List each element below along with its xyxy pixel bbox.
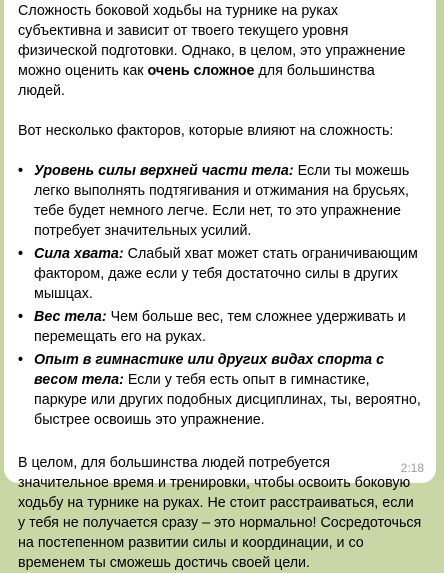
factors-heading: Вот несколько факторов, которые влияют на сложность: [18, 123, 394, 139]
factor-title: Вес тела: [34, 309, 107, 325]
factor-title: Уровень силы верхней части тела: [34, 163, 294, 179]
factor-text: Если ты можешь легко выполнять подтягивания и отжимания на брусьях, тебе будет немного легче. Если нет, то это упражнение потребует значительных усилий. [34, 163, 410, 239]
paragraph-spacer [18, 141, 422, 161]
bullet-icon: • [18, 246, 24, 262]
bullet-icon: • [18, 163, 24, 179]
paragraph-spacer [18, 101, 422, 121]
paragraph-spacer [18, 433, 422, 453]
factors-list [18, 161, 422, 430]
list-item [18, 244, 422, 304]
intro-text-end: для большинства людей. [18, 63, 375, 99]
factor-text: Чем больше вес, тем сложнее удерживать и перемещать его на руках. [34, 309, 406, 345]
factor-title: Опыт в гимнастике или других видах спорта с весом тела: [34, 352, 385, 388]
message-bubble[interactable] [4, 0, 436, 571]
list-item [18, 307, 422, 347]
intro-paragraph [18, 1, 422, 101]
factor-title: Сила хвата: [34, 246, 124, 262]
message-timestamp: 2:18 [400, 461, 424, 475]
factor-text: Если у тебя есть опыт в гимнастике, паркуре или других подобных дисциплинах, ты, вероятно, быстрее освоишь это упражнение. [34, 372, 421, 428]
intro-bold-text: очень сложное [147, 63, 255, 79]
bullet-icon: • [18, 309, 24, 325]
list-item [18, 350, 422, 430]
conclusion-paragraph: В целом, для большинства людей потребуется значительное время и тренировки, чтобы освоить боковую ходьбу на турнике на руках. Не стоит расстраиваться, если у тебя не получается сразу – это нормально! Сосредоточься на постепенном развитии силы и координации, и со временем ты сможешь достичь своей цели. [18, 455, 422, 571]
list-item [18, 161, 422, 241]
intro-text: Сложность боковой ходьбы на турнике на руках субъективна и зависит от твоего текущего уровня физической подготовки. Однако, в целом, это упражнение можно оценить как [18, 3, 406, 79]
factor-text: Слабый хват может стать ограничивающим фактором, даже если у тебя достаточно силы в других мышцах. [34, 246, 418, 302]
bullet-icon: • [18, 352, 24, 368]
